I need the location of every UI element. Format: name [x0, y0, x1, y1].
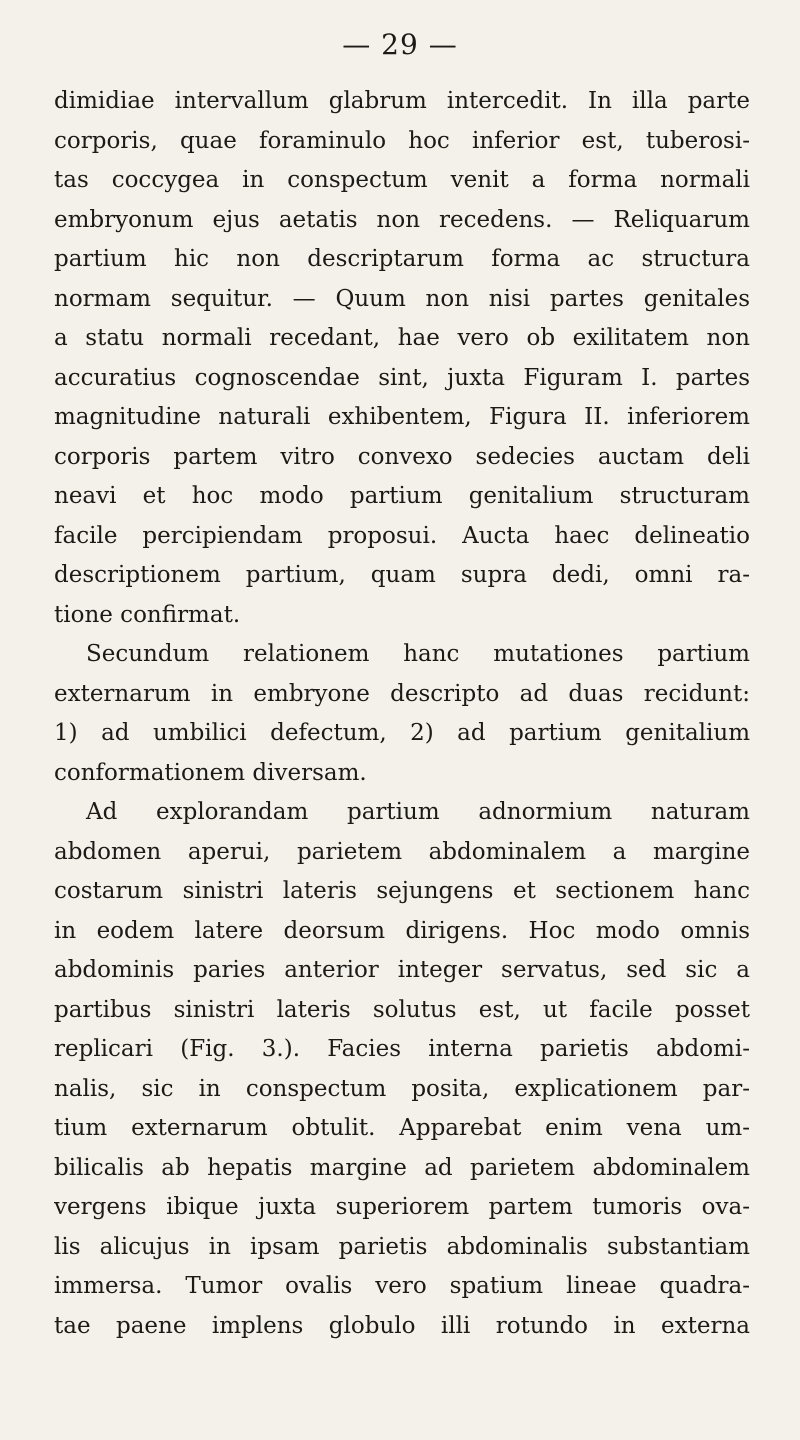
text-line: accuratius cognoscendae sint, juxta Figuram I. partes [54, 364, 750, 391]
text-line: dimidiae intervallum glabrum intercedit. In illa parte [54, 88, 750, 114]
text-line: tae paene implens globulo illi rotundo in externa [54, 1312, 750, 1339]
text-line: 1) ad umbilici defectum, 2) ad partium genitalium [54, 720, 750, 746]
text-line: abdomen aperui, parietem abdominalem a margine [54, 838, 750, 865]
text-line: lis alicujus in ipsam parietis abdominalis substantiam [54, 1233, 750, 1260]
body-text [54, 82, 750, 1346]
text-line: bilicalis ab hepatis margine ad parietem abdominalem [54, 1154, 750, 1181]
text-line: tione confirmat. [54, 601, 241, 628]
page-number: — 29 — [342, 28, 458, 61]
text-line: replicari (Fig. 3.). Facies interna parietis abdomi- [54, 1036, 750, 1062]
text-line: partibus sinistri lateris solutus est, ut facile posset [54, 996, 750, 1023]
text-line: in eodem latere deorsum dirigens. Hoc modo omnis [54, 917, 750, 944]
text-line: externarum in embryone descripto ad duas recidunt: [54, 680, 750, 707]
text-line: embryonum ejus aetatis non recedens. — Reliquarum [54, 206, 750, 233]
text-line: Ad explorandam partium adnormium naturam [86, 799, 750, 825]
text-line: neavi et hoc modo partium genitalium structuram [54, 483, 750, 509]
text-line: vergens ibique juxta superiorem partem tumoris ova- [54, 1194, 750, 1220]
text-line: tium externarum obtulit. Apparebat enim vena um- [54, 1115, 750, 1141]
text-line: conformationem diversam. [54, 759, 367, 786]
text-line: partium hic non descriptarum forma ac structura [54, 246, 750, 272]
text-line: magnitudine naturali exhibentem, Figura II. inferiorem [54, 404, 750, 430]
text-line: corporis partem vitro convexo sedecies auctam deli [54, 443, 750, 470]
text-line: normam sequitur. — Quum non nisi partes genitales [54, 285, 750, 312]
text-line: immersa. Tumor ovalis vero spatium lineae quadra- [54, 1273, 750, 1299]
text-line: Secundum relationem hanc mutationes partium [86, 641, 750, 667]
text-line: facile percipiendam proposui. Aucta haec delineatio [54, 522, 750, 549]
text-line: descriptionem partium, quam supra dedi, omni ra- [54, 562, 750, 588]
text-line: corporis, quae foraminulo hoc inferior est, tuberosi- [54, 127, 750, 154]
text-line: abdominis paries anterior integer servatus, sed sic a [54, 957, 750, 983]
text-line: costarum sinistri lateris sejungens et sectionem hanc [54, 878, 750, 904]
text-line: tas coccygea in conspectum venit a forma normali [54, 167, 750, 193]
text-line: nalis, sic in conspectum posita, explicationem par- [54, 1075, 750, 1102]
text-line: a statu normali recedant, hae vero ob exilitatem non [54, 325, 750, 351]
